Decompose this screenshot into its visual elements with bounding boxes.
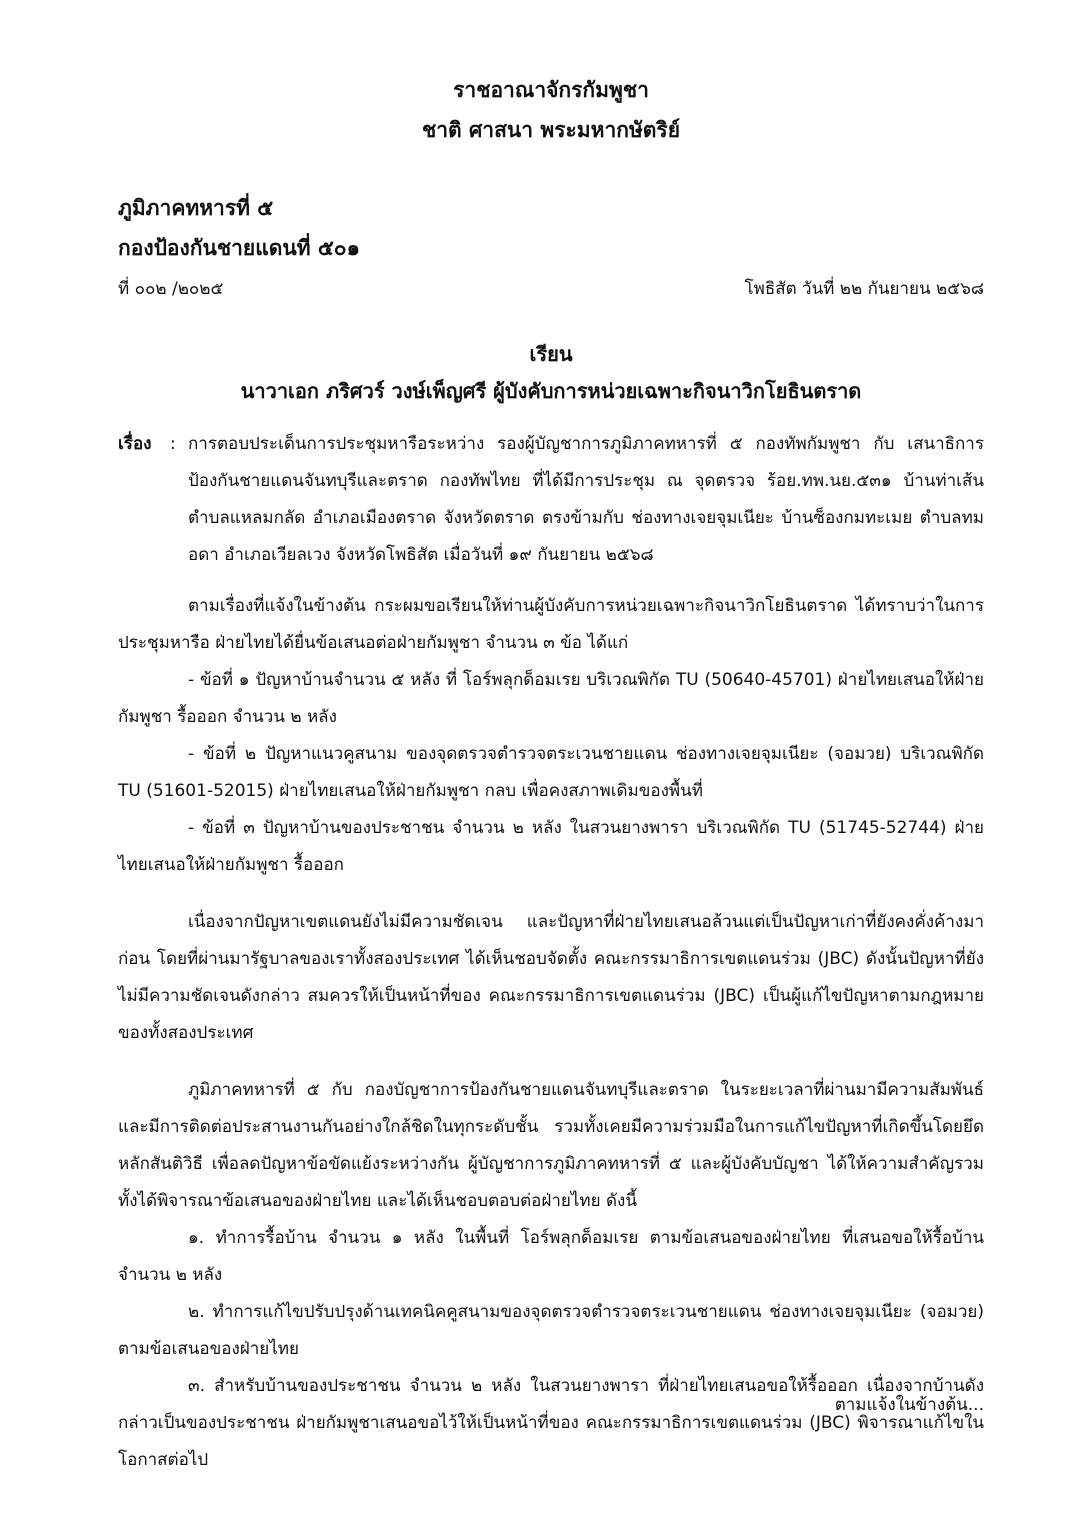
national-motto: ชาติ ศาสนา พระมหากษัตริย์ xyxy=(421,118,681,142)
document-number: ที่ ๐๐๒ /๒๐๒๕ xyxy=(118,279,224,299)
proposal-item-1: - ข้อที่ ๑ ปัญหาบ้านจำนวน ๕ หลัง ที่ โอร์พลุกด็อมเรย บริเวณพิกัด TU (50640-45701) ฝ่ายไทยเสนอให้ฝ่ายกัมพูชา รื้อออก จำนวน ๒ หลัง xyxy=(118,670,984,727)
subject-text: การตอบประเด็นการประชุมหารือระหว่าง รองผู้บัญชาการภูมิภาคทหารที่ ๕ กองทัพกัมพูชา กับ เสนาธิการป้องกันชายแดนจันทบุรีและตราด กองทัพไทย ที่ได้มีการประชุม ณ จุดตรวจ ร้อย.ทพ.นย.๕๓๑ บ้านท่าเส้น ตำบลแหลมกลัด อำเภอเมืองตราด จังหวัดตราด ตรงข้ามกับ ช่องทางเจยจุมเนียะ บ้านซ็องกมทะเมย ตำบลทมอดา อำเภอเวียลเวง จังหวัดโพธิสัต เมื่อวันที่ ๑๙ กันยายน ๒๕๖๘ xyxy=(188,434,984,565)
letterhead xyxy=(118,0,984,150)
reference-line xyxy=(118,272,984,306)
proposal-item-3: - ข้อที่ ๓ ปัญหาบ้านของประชาชน จำนวน ๒ หลัง ในสวนยางพารา บริเวณพิกัด TU (51745-52744) ฝ่ายไทยเสนอให้ฝ่ายกัมพูชา รื้อออก xyxy=(118,818,984,875)
border-unit: กองป้องกันชายแดนที่ ๕๐๑ xyxy=(118,236,360,260)
boundary-paragraph: เนื่องจากปัญหาเขตแดนยังไม่มีความชัดเจน และปัญหาที่ฝ่ายไทยเสนอล้วนแต่เป็นปัญหาเก่าที่ยังคงคั่งค้างมาก่อน โดยที่ผ่านมารัฐบาลของเราทั้งสองประเทศ ได้เห็นชอบจัดตั้ง คณะกรรมาธิการเขตแดนร่วม (JBC) ดังนั้นปัญหาที่ยังไม่มีความชัดเจนดังกล่าว สมควรให้เป็นหน้าที่ของ คณะกรรมาธิการเขตแดนร่วม (JBC) เป็นผู้แก้ไขปัญหาตามกฎหมายของทั้งสองประเทศ xyxy=(118,912,984,1043)
military-region: ภูมิภาคทหารที่ ๕ xyxy=(118,196,274,220)
recipient-block xyxy=(118,336,984,410)
response-paragraph: ภูมิภาคทหารที่ ๕ กับ กองบัญชาการป้องกันชายแดนจันทบุรีและตราด ในระยะเวลาที่ผ่านมามีความสัมพันธ์และมีการติดต่อประสานงานกันอย่างใกล้ชิดในทุกระดับชั้น รวมทั้งเคยมีความร่วมมือในการแก้ไขปัญหาที่เกิดขึ้นโดยยึดหลักสันติวิธี เพื่อลดปัญหาข้อขัดแย้งระหว่างกัน ผู้บัญชาการภูมิภาคทหารที่ ๕ และผู้บังคับบัญชา ได้ให้ความสำคัญรวมทั้งได้พิจารณาข้อเสนอของฝ่ายไทย และได้เห็นชอบตอบต่อฝ่ายไทย ดังนี้ xyxy=(118,1080,984,1211)
response-item-3: ๓. สำหรับบ้านของประชาชน จำนวน ๒ หลัง ในสวนยางพารา ที่ฝ่ายไทยเสนอขอให้รื้อออก เนื่องจากบ้านดังกล่าวเป็นของประชาชน ฝ่ายกัมพูชาเสนอขอไว้ให้เป็นหน้าที่ของ คณะกรรมาธิการเขตแดนร่วม (JBC) พิจารณาแก้ไขในโอกาสต่อไป xyxy=(118,1376,984,1470)
continuation-note: ตามแจ้งในข้างต้น... xyxy=(834,1395,984,1415)
subject-label: เรื่อง xyxy=(118,434,152,454)
intro-paragraph: ตามเรื่องที่แจ้งในข้างต้น กระผมขอเรียนให้ท่านผู้บังคับการหน่วยเฉพาะกิจนาวิกโยธินตราด ได้ทราบว่าในการประชุมหารือ ฝ่ายไทยได้ยื่นข้อเสนอต่อฝ่ายกัมพูชา จำนวน ๓ ข้อ ได้แก่ xyxy=(118,596,984,653)
response-item-1: ๑. ทำการรื้อบ้าน จำนวน ๑ หลัง ในพื้นที่ โอร์พลุกด็อมเรย ตามข้อเสนอของฝ่ายไทย ที่เสนอขอให้รื้อบ้านจำนวน ๒ หลัง xyxy=(118,1228,984,1285)
response-item-2: ๒. ทำการแก้ไขปรับปรุงด้านเทคนิคคูสนามของจุดตรวจตำรวจตระเวนชายแดน ช่องทางเจยจุมเนียะ (จอมวย) ตามข้อเสนอของฝ่ายไทย xyxy=(118,1302,984,1359)
salutation: เรียน xyxy=(529,342,573,366)
place-date: โพธิสัต วันที่ ๒๒ กันยายน ๒๕๖๘ xyxy=(744,279,984,299)
proposal-item-2: - ข้อที่ ๒ ปัญหาแนวคูสนาม ของจุดตรวจตำรวจตระเวนชายแดน ช่องทางเจยจุมเนียะ (จอมวย) บริเวณพิกัด TU (51601-52015) ฝ่ายไทยเสนอให้ฝ่ายกัมพูชา กลบ เพื่อคงสภาพเดิมของพื้นที่ xyxy=(118,744,984,801)
recipient-name: นาวาเอก ภริศวร์ วงษ์เพ็ญศรี ผู้บังคับการหน่วยเฉพาะกิจนาวิกโยธินตราด xyxy=(240,379,862,403)
subject-block xyxy=(118,426,984,574)
kingdom-title: ราชอาณาจักรกัมพูชา xyxy=(453,78,649,102)
subject-colon: : xyxy=(170,434,176,454)
issuing-unit xyxy=(118,188,984,268)
